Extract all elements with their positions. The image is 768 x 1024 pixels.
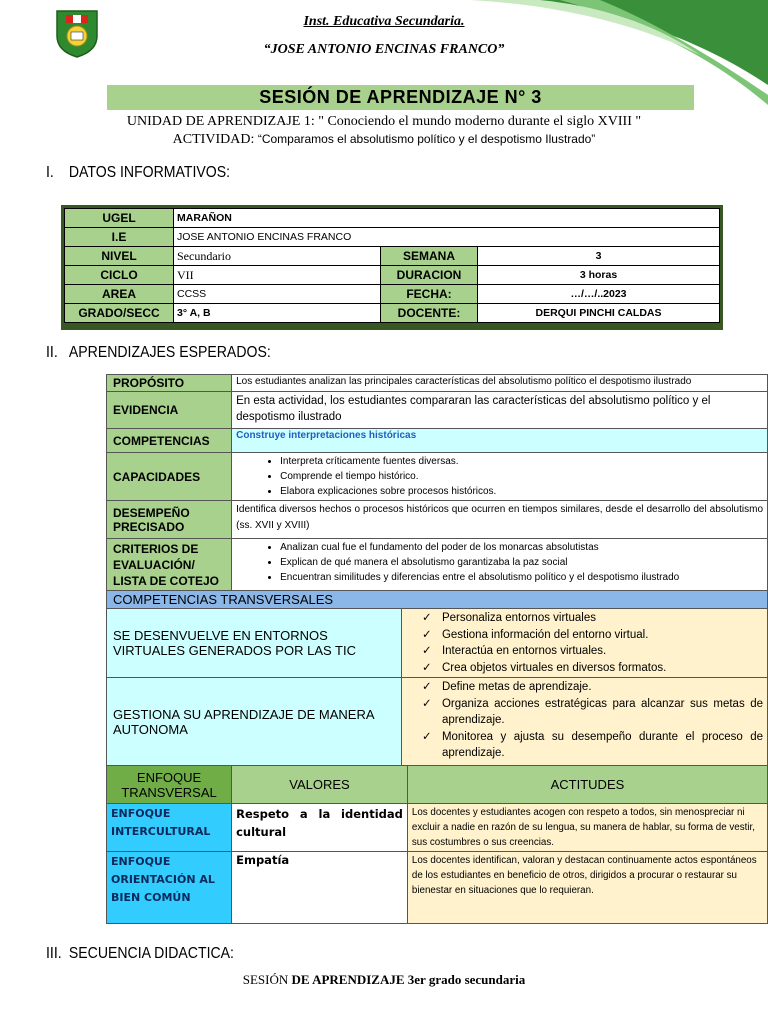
valores-header: VALORES [232, 766, 408, 804]
desempeno-text: Identifica diversos hechos o procesos históricos que ocurren en tiempos similares, desde el desarrollo del absolutismo (ss. XVII y XVIII) [232, 501, 768, 539]
fecha-value: …/…/..2023 [478, 285, 720, 304]
actitud-bien-comun: Los docentes identifican, valoran y destacan continuamente actos espontáneos de los estudiantes en beneficio de otros, dirigidos a procurar o restaurar su bienestar en situaciones que lo requieran. [407, 852, 767, 924]
tic-item: ✓ Crea objetos virtuales en diversos formatos. [422, 660, 763, 677]
autonoma-label: GESTIONA SU APRENDIZAJE DE MANERA AUTONOMA [107, 678, 402, 766]
semana-value: 3 [478, 247, 720, 266]
section-3-number: III. [46, 945, 62, 962]
grado-value: 3° A, B [174, 304, 381, 323]
ugel-label: UGEL [65, 209, 174, 228]
criterio-item: • Analizan cual fue el fundamento del poder de los monarcas absolutistas [280, 540, 763, 555]
ie-value: JOSE ANTONIO ENCINAS FRANCO [174, 228, 720, 247]
unidad-line: UNIDAD DE APRENDIZAJE 1: " Conociendo el mundo moderno durante el siglo XVIII " [126, 114, 642, 129]
ie-label: I.E [65, 228, 174, 247]
capacidades-label: CAPACIDADES [107, 453, 232, 501]
actividad-text: “Comparamos el absolutismo político y el despotismo Ilustrado” [257, 132, 596, 146]
sesion-rest: DE APRENDIZAJE 3er grado secundaria [291, 972, 526, 987]
ciclo-label: CICLO [65, 266, 174, 285]
enfoque-header: ENFOQUE TRANSVERSAL [107, 766, 232, 804]
area-value: CCSS [174, 285, 381, 304]
competencias-text: Construye interpretaciones históricas [232, 429, 768, 453]
school-name: “JOSE ANTONIO ENCINAS FRANCO” [263, 42, 505, 57]
capacidad-item: • Comprende el tiempo histórico. [280, 469, 763, 484]
duracion-value: 3 horas [478, 266, 720, 285]
institution-line: Inst. Educativa Secundaria. [303, 14, 465, 29]
section-2-title: APRENDIZAJES ESPERADOS: [68, 344, 271, 361]
section-1-heading [46, 164, 230, 182]
evidencia-label: EVIDENCIA [107, 392, 232, 429]
tic-list [401, 609, 767, 678]
enfoque-intercultural: ENFOQUE INTERCULTURAL [107, 804, 232, 852]
datos-informativos-table [61, 205, 723, 330]
aprendizajes-table [106, 374, 768, 924]
fecha-label: FECHA: [381, 285, 478, 304]
transversales-label: COMPETENCIAS TRANSVERSALES [107, 591, 768, 609]
area-label: AREA [65, 285, 174, 304]
criterios-label: CRITERIOS DE EVALUACIÓN/ LISTA DE COTEJO [107, 539, 232, 591]
session-title: SESIÓN DE APRENDIZAJE N° 3 [107, 85, 694, 110]
ciclo-value: VII [174, 266, 381, 285]
criterios-list [232, 539, 768, 591]
semana-label: SEMANA [381, 247, 478, 266]
actividad-line [0, 132, 768, 148]
valor-empatia: Empatía [232, 852, 408, 924]
tic-item: ✓ Gestiona información del entorno virtual. [422, 627, 763, 644]
ugel-value: MARAÑON [174, 209, 720, 228]
tic-item: ✓ Interactúa en entornos virtuales. [422, 643, 763, 660]
autonoma-item: ✓ Monitorea y ajusta su desempeño durante el proceso de aprendizaje. [422, 729, 763, 762]
section-2-number: II. [46, 344, 58, 361]
autonoma-list [401, 678, 767, 766]
grado-label: GRADO/SECC [65, 304, 174, 323]
section-3-heading [46, 945, 234, 963]
sesion-prefix: SESIÓN [242, 972, 289, 987]
nivel-label: NIVEL [65, 247, 174, 266]
capacidad-item: • Interpreta críticamente fuentes diversas. [280, 454, 763, 469]
section-2-heading [46, 344, 271, 362]
proposito-text: Los estudiantes analizan las principales características del absolutismo político el despotismo ilustrado [232, 375, 768, 392]
nivel-value: Secundario [174, 247, 381, 266]
capacidades-list [232, 453, 768, 501]
enfoque-bien-comun: ENFOQUE ORIENTACIÓN AL BIEN COMÚN [107, 852, 232, 924]
autonoma-item: ✓ Organiza acciones estratégicas para alcanzar sus metas de aprendizaje. [422, 696, 763, 729]
valor-respeto: Respeto a la identidad cultural [232, 804, 408, 852]
desempeno-label: DESEMPEÑO PRECISADO [107, 501, 232, 539]
criterio-item: • Explican de qué manera el absolutismo garantizaba la paz social [280, 555, 763, 570]
tic-label: SE DESENVUELVE EN ENTORNOS VIRTUALES GENERADOS POR LAS TIC [107, 609, 402, 678]
tic-item: ✓ Personaliza entornos virtuales [422, 610, 763, 627]
sesion-footer-line [0, 972, 768, 988]
actividad-label: ACTIVIDAD: [172, 132, 255, 147]
duracion-label: DURACION [381, 266, 478, 285]
actitudes-header: ACTITUDES [407, 766, 767, 804]
section-1-title: DATOS INFORMATIVOS: [68, 164, 231, 181]
docente-label: DOCENTE: [381, 304, 478, 323]
autonoma-item: ✓ Define metas de aprendizaje. [422, 679, 763, 696]
competencias-label: COMPETENCIAS [107, 429, 232, 453]
section-1-number: I. [46, 164, 54, 181]
actitud-intercultural: Los docentes y estudiantes acogen con respeto a todos, sin menospreciar ni excluir a nadie en razón de su lengua, su manera de hablar, su forma de vestir, sus costumbres o sus creencias. [407, 804, 767, 852]
criterio-item: • Encuentran similitudes y diferencias entre el absolutismo político y el despotismo ilustrado [280, 570, 763, 585]
capacidad-item: • Elabora explicaciones sobre procesos históricos. [280, 484, 763, 499]
docente-value: DERQUI PINCHI CALDAS [478, 304, 720, 323]
proposito-label: PROPÓSITO [107, 375, 232, 392]
section-3-title: SECUENCIA DIDACTICA: [68, 945, 234, 962]
evidencia-text: En esta actividad, los estudiantes compararan las características del absolutismo político y el despotismo ilustrado [232, 392, 768, 429]
